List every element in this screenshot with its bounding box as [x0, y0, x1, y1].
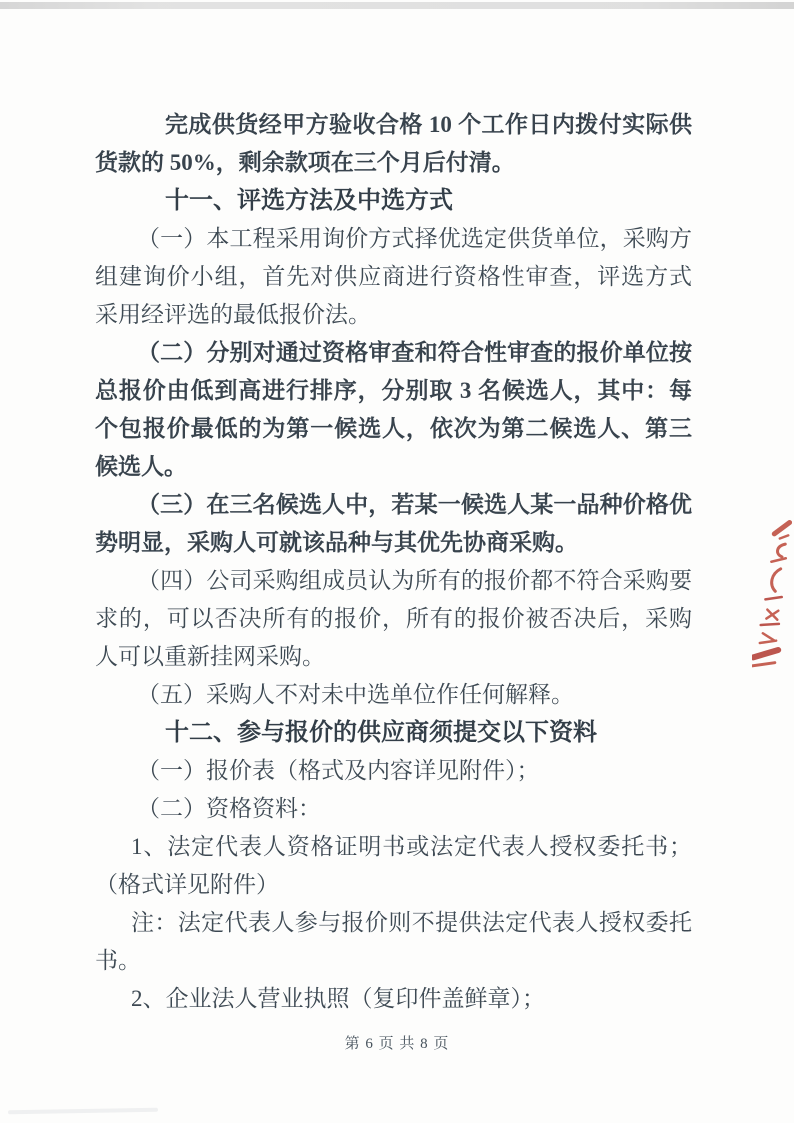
paragraph: （一）本工程采用询价方式择优选定供货单位，采购方组建询价小组，首先对供应商进行资格性审查，评选方式采用经评选的最低报价法。	[95, 226, 692, 327]
document-body	[95, 106, 692, 1018]
paragraph: （一）报价表（格式及内容详见附件）；	[137, 758, 540, 783]
paragraph: 2、企业法人营业执照（复印件盖鲜章）；	[131, 986, 545, 1011]
paragraph: （二）分别对通过资格审查和符合性审查的报价单位按总报价由低到高进行排序，分别取 3 名候选人，其中：每个包报价最低的为第一候选人，依次为第二候选人、第三候选人。	[95, 340, 692, 479]
paragraph: （四）公司采购组成员认为所有的报价都不符合采购要求的，可以否决所有的报价，所有的报价被否决后，采购人可以重新挂网采购。	[95, 568, 692, 669]
paragraph: （二）资格资料：	[137, 796, 321, 821]
paragraph: 完成供货经甲方验收合格 10 个工作日内拨付实际供货款的 50%，剩余款项在三个月后付清。	[95, 112, 692, 175]
section-heading: 十一、评选方法及中选方式	[165, 187, 453, 214]
paragraph: （三）在三名候选人中，若某一候选人某一品种价格优势明显，采购人可就该品种与其优先协商采购。	[95, 492, 692, 555]
red-seal-fragment	[752, 518, 792, 670]
paragraph: 1、法定代表人资格证明书或法定代表人授权委托书；（格式详见附件）	[95, 834, 692, 897]
page-footer: 第 6 页 共 8 页	[344, 1036, 450, 1052]
scan-smudge	[8, 1108, 158, 1115]
section-heading: 十二、参与报价的供应商须提交以下资料	[165, 719, 597, 746]
scan-edge-top	[0, 2, 794, 9]
paragraph: （五）采购人不对未中选单位作任何解释。	[137, 682, 574, 707]
paragraph: 注：法定代表人参与报价则不提供法定代表人授权委托书。	[95, 910, 692, 973]
